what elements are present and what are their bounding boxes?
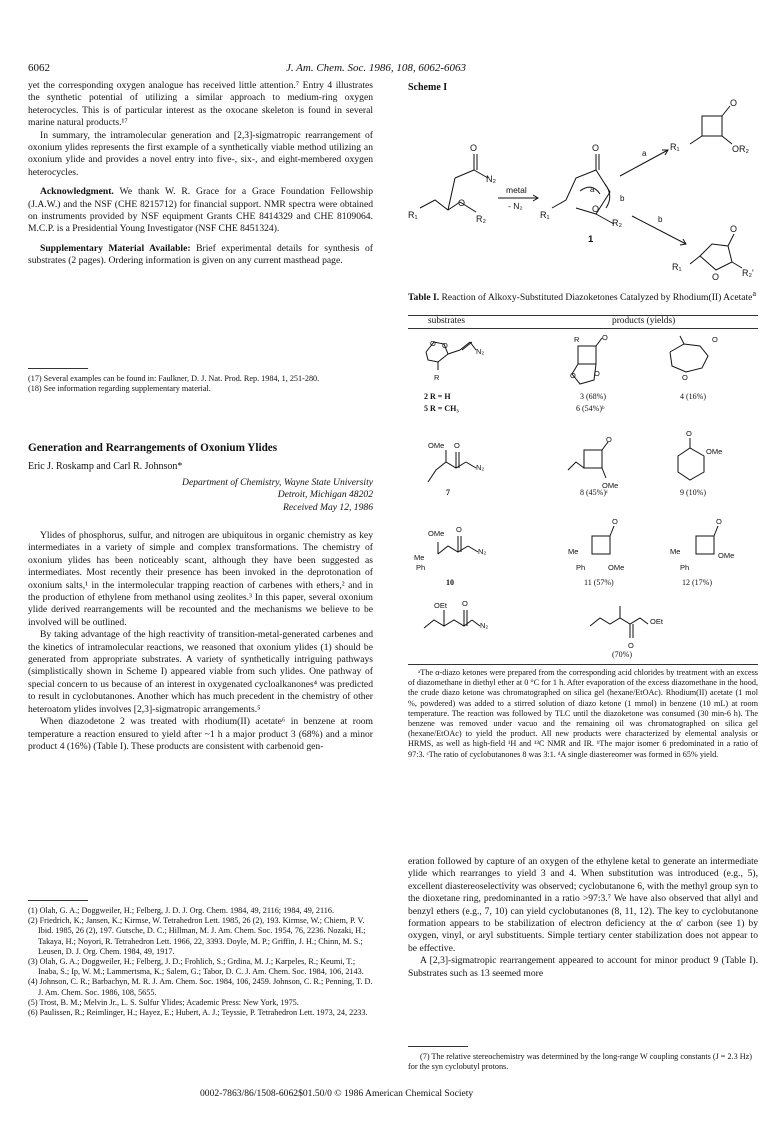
n2-label: N₂ — [486, 174, 496, 184]
or2-label: OR₂ — [732, 144, 749, 154]
svg-text:OMe: OMe — [706, 447, 723, 456]
footnotes-bottom — [28, 906, 373, 1018]
authors: Eric J. Roskamp and Carl R. Johnson* — [28, 461, 183, 472]
paragraph: When diazodetone 2 was treated with rhodium(II) acetate⁶ in benzene at room temperature a reaction ensured to yield after ~1 h a major product 3 (68%) and a minor product 4 (16%) (Table I). These products are consistent with carbenoid gen- — [28, 716, 373, 752]
column-header-substrates: substrates — [428, 316, 465, 326]
footnotes-top — [28, 374, 373, 394]
footnote-rule — [28, 368, 88, 369]
footnote: (3) Olah, G. A.; Doggweiler, H.; Felberg, J. D.; Frohlich, S.; Grdina, M. J.; Karpeles, R.; Keumi, T.; Inaba, S.; Ip, W. M.; Lammertsma, K.; Salem, G.; Tabor, D. C. J. Am. Chem. Soc. 1984, 106, 2143. — [28, 957, 364, 977]
paragraph: A [2,3]-sigmatropic rearrangement appeared to account for minor product 9 (Table I). Substrates such as 13 seemed more — [408, 955, 758, 979]
svg-text:R: R — [574, 335, 580, 344]
cyclobutanone-structure — [670, 98, 750, 154]
scheme-diagram — [400, 96, 770, 286]
r2p-label: R₂' — [742, 268, 754, 278]
minus-n2-label: - N₂ — [508, 201, 523, 211]
substrate-10-structure — [414, 525, 486, 572]
svg-text:O: O — [716, 517, 722, 526]
svg-text:OEt: OEt — [650, 617, 663, 626]
footnote-rule — [28, 900, 88, 901]
acknowledgment: Acknowledgment. We thank W. R. Grace for a Grace Foundation Fellowship (J.A.W.) and the NSF (CHE 8215712) for financial support. NMR spectra were obtained on instruments provided by NSF equipment Grants CHE 8414329 and CHE 8109064. M.C.P. is a Presidential Young Investigator (NSF CHE 8451324). — [28, 186, 373, 235]
svg-text:N₂: N₂ — [476, 463, 485, 472]
svg-text:O: O — [606, 435, 612, 444]
row2-substrate-label: 7 — [446, 488, 450, 497]
svg-text:OMe: OMe — [428, 529, 445, 538]
product-9-structure — [678, 429, 722, 480]
svg-text:O: O — [456, 525, 462, 534]
page-number: 6062 — [28, 62, 50, 74]
right-footnote: (7) The relative stereochemistry was determined by the long-range W coupling constants (J = 2.3 Hz) for the syn cyclobutyl protons. — [408, 1052, 753, 1072]
copyright-line: 0002-7863/86/1508-6062$01.50/0 © 1986 American Chemical Society — [200, 1088, 474, 1099]
svg-text:O: O — [430, 339, 436, 348]
row3-product-label-2: 12 (17%) — [682, 578, 712, 587]
scheme-label: Scheme I — [408, 82, 448, 93]
o-label: O — [470, 143, 478, 153]
svg-text:OMe: OMe — [608, 563, 625, 572]
row3-substrate-label: 10 — [446, 578, 454, 587]
paragraph: In summary, the intramolecular generation and [2,3]-sigmatropic rearrangement of oxonium ylides represents the first example of a synthetically viable method utilizing an oxonium ylide and provides a novel entry into five-, six-, and eight-membered oxygen heterocycles. — [28, 129, 373, 178]
substrate-7-structure — [428, 441, 484, 482]
svg-text:O: O — [442, 341, 448, 350]
running-header: J. Am. Chem. Soc. 1986, 108, 6062-6063 — [286, 62, 467, 74]
svg-text:O: O — [712, 335, 718, 344]
svg-text:O: O — [570, 371, 576, 380]
left-column — [28, 80, 373, 268]
footnote: (6) Paulissen, R.; Reimlinger, H.; Hayez, E.; Hubert, A. J.; Teyssie, P. Tetrahedron Lett. 1973, 24, 2233. — [28, 1008, 368, 1018]
svg-text:R: R — [434, 373, 440, 382]
o-label: O — [712, 272, 720, 282]
paragraph: Ylides of phosphorus, sulfur, and nitrogen are ubiquitous in organic chemistry as key intermediates in a variety of simple and complex transformations. The chemistry of oxonium ylides has been noticeably scant, although they have been suggested as intermediates. Most recently their presence has been invoked in the deprotonation of oxonium salts,¹ in the intermolecular trapping reaction of carbenes with ethers,² and in the production of ethylene from methanol using zeolites.³ In this paper, several oxonium ylide derived rearrangements will be recounted and the mechanisms we believe to be involved will be outlined. — [28, 530, 373, 628]
footnote: (1) Olah, G. A.; Doggweiler, H.; Felberg, J. D. J. Org. Chem. 1984, 49, 2116; 1984, 49, 2116. — [28, 906, 334, 915]
diazoketone-structure — [408, 143, 496, 224]
table-footnote: ᵃThe α-diazo ketones were prepared from the corresponding acid chlorides by treatment with an excess of diazomethane in diethyl ether at 0 °C for 1 h. After evaporation of the excess diazomethane in the hood, the crude diazo ketone was chromatographed on silica gel (hexane/EtOAc). Rhodium(II) acetate (1 mol %, powdered) was added to a stirred solution of diazo ketone (1 mmol) in benzene (10 mL) at room temperature. The reaction was followed by TLC until the diazoketone was consumed (30 min-6 h). The benzene was removed under vacuo and the remaining oil was chromatographed on silica gel (hexane/EtOAc) to yield the product. All new products were characterized by elemental analysis or HRMS, as well as high-field ¹H and ¹³C NMR and IR. ᵇThe major isomer 6 predominated in a ratio of 97:3. ᶜThe ratio of cyclobutanones 8 was 3:1. ᵈA single diastereomer was formed in 65% yield. — [408, 668, 758, 759]
row4-product-label: (70%) — [612, 650, 632, 659]
svg-text:O: O — [682, 373, 688, 382]
o-label: O — [592, 143, 600, 153]
row1-substrate-label: 2 R = H — [424, 392, 451, 401]
row1-product-label-3: 4 (16%) — [680, 392, 706, 401]
r1-label: R₁ — [672, 262, 682, 272]
product-4-structure — [670, 335, 718, 382]
paragraph: eration followed by capture of an oxygen of the ethylene ketal to generate an intermediate ylide which rearranges to yield 3 and 4. When substitution was introduced (e.g., 5), excellent diastereoselectivity was observed; cyclobutanone 6, with the methyl group syn to the dioxetane ring, predominanted in a ratio >97:3.⁷ We have also observed that allyl and benzyl ethers (e.g., 7, 10) can yield cyclobutanones (8, 11, 12). The key to cyclobutanone formation appears to be stabilization of electron deficiency at the α' carbon (see 1) by oxygen, vinyl, or aryl substituents. Simple tertiary center stabilization does not appear to be effective. — [408, 856, 758, 954]
o-label: O — [730, 98, 738, 108]
article-body — [28, 530, 373, 753]
table-caption: Table I. Reaction of Alkoxy-Substituted Diazoketones Catalyzed by Rhodium(II) Acetate$^a$ — [408, 289, 756, 304]
svg-text:OMe: OMe — [718, 551, 735, 560]
r1-label: R₁ — [670, 142, 680, 152]
svg-text:Ph: Ph — [680, 563, 690, 572]
footnote: (2) Friedrich, K.; Jansen, K.; Kirmse, W. Tetrahedron Lett. 1985, 26 (2), 193. Kirmse, W.; Chiem, P. V. Ibid. 1985, 26 (2), 197. Gutsche, D. C.; Hillman, M. J. Am. Chem. Soc. 1954, 76, 2236. Nozaki, H.; Takaya, H.; Noyori, R. Tetrahedron Lett. 1966, 22, 3393. Doyle, M. P.; Griffin, J. H.; Chinn, M. S.; Leusen, D. J. Org. Chem. 1984, 49, 1917. — [28, 916, 366, 956]
footnote-rule — [408, 1046, 468, 1047]
article-title: Generation and Rearrangements of Oxonium Ylides — [28, 442, 278, 454]
svg-text:O: O — [686, 429, 692, 438]
table-structures — [408, 332, 758, 662]
paragraph: By taking advantage of the high reactivity of transition-metal-generated carbenes and the kinetics of intramolecular reactions, we reasoned that oxonium ylides (1) should be generated from appropriate substrates. A variety of synthetically intriguing pathways (simplistically shown in Scheme I) appeared viable from such ylides. One pathway of special concern to us because of an interest in oxygenated cycloalkanones⁴ was predicted to result in cyclobutanones. Another which has much precedent in the chemistry of other heteroatom ylides involves [2,3]-sigmatropic arrangements.⁵ — [28, 629, 373, 715]
svg-text:Ph: Ph — [416, 563, 426, 572]
right-column — [408, 856, 758, 980]
paragraph: yet the corresponding oxygen analogue has received little attention.⁷ Entry 4 illustrates the synthetic potential of utilizing a similar approach to medium-ring oxygen heterocycles. This is of particular interest as the oxocane skeleton is found in several marine natural products.¹⁷ — [28, 80, 373, 129]
row2-product-label-2: 9 (10%) — [680, 488, 706, 497]
svg-text:Me: Me — [568, 547, 579, 556]
product-12-structure — [670, 517, 734, 572]
footnote: (4) Johnson, C. R.; Barbachyn, M. R. J. Am. Chem. Soc. 1984, 106, 2459. Johnson, C. R.; Penning, T. D. J. Am. Chem. Soc. 1986, 108, 5655. — [28, 977, 373, 997]
svg-text:N₂: N₂ — [476, 347, 485, 356]
row2-product-label: 8 (45%)ᶜ — [580, 488, 609, 497]
svg-text:O: O — [602, 333, 608, 342]
row1-product-label-2: 6 (54%)ᵇ — [576, 404, 605, 413]
substrate-2-structure — [426, 339, 484, 382]
o-label: O — [730, 224, 738, 234]
supplementary-material: Supplementary Material Available: Brief experimental details for synthesis of substrates (2 pages). Ordering information is given on any current masthead page. — [28, 242, 373, 267]
footnote: (18) See information regarding supplementary material. — [28, 384, 211, 394]
table-rule-bottom — [408, 664, 758, 665]
footnote: (17) Several examples can be found in: Faulkner, D. J. Nat. Prod. Rep. 1984, 1, 251-280. — [28, 374, 320, 383]
row1-substrate-label-2: 5 R = CH₃ — [424, 404, 459, 413]
r2-label: R₂ — [612, 218, 622, 228]
r1-label: R₁ — [408, 210, 418, 220]
o-label: O — [592, 204, 600, 214]
svg-text:N₂: N₂ — [480, 621, 489, 630]
column-header-products: products (yields) — [612, 316, 676, 326]
product-3-structure — [570, 333, 608, 384]
r1-label: R₁ — [540, 210, 550, 220]
product-8-structure — [568, 435, 618, 490]
metal-label: metal — [506, 185, 527, 195]
furanone-structure — [672, 224, 754, 282]
svg-text:O: O — [612, 517, 618, 526]
received-date: Received May 12, 1986 — [282, 501, 373, 513]
o-label: O — [458, 198, 466, 208]
affiliation: Department of Chemistry, Wayne State University Detroit, Michigan 48202 Received May 12, 1986 — [28, 477, 373, 514]
path-b-label: b — [620, 194, 625, 203]
svg-text:Me: Me — [414, 553, 425, 562]
footnote: (5) Trost, B. M.; Melvin Jr., L. S. Sulfur Ylides; Academic Press: New York, 1975. — [28, 997, 299, 1007]
r2-label: R₂ — [476, 214, 486, 224]
svg-text:O: O — [462, 599, 468, 608]
svg-text:N₂: N₂ — [478, 547, 487, 556]
compound-number: 1 — [588, 234, 594, 245]
table-rule-mid — [408, 328, 758, 329]
svg-text:O: O — [628, 641, 634, 650]
path-a-label: a — [642, 149, 647, 158]
svg-text:OMe: OMe — [602, 481, 619, 490]
path-a-label: a — [590, 185, 595, 194]
svg-text:Me: Me — [670, 547, 681, 556]
svg-text:OMe: OMe — [428, 441, 445, 450]
product-11-structure — [568, 517, 624, 572]
path-b-label: b — [658, 215, 663, 224]
svg-text:Ph: Ph — [576, 563, 586, 572]
svg-text:OEt: OEt — [434, 601, 447, 610]
row1-product-label: 3 (68%) — [580, 392, 606, 401]
row3-product-label: 11 (57%) — [584, 578, 614, 587]
svg-text:O: O — [594, 369, 600, 378]
ylide-structure — [540, 143, 625, 245]
substrate-oet-structure — [424, 599, 488, 630]
svg-text:O: O — [454, 441, 460, 450]
product-oet-structure — [590, 606, 664, 650]
